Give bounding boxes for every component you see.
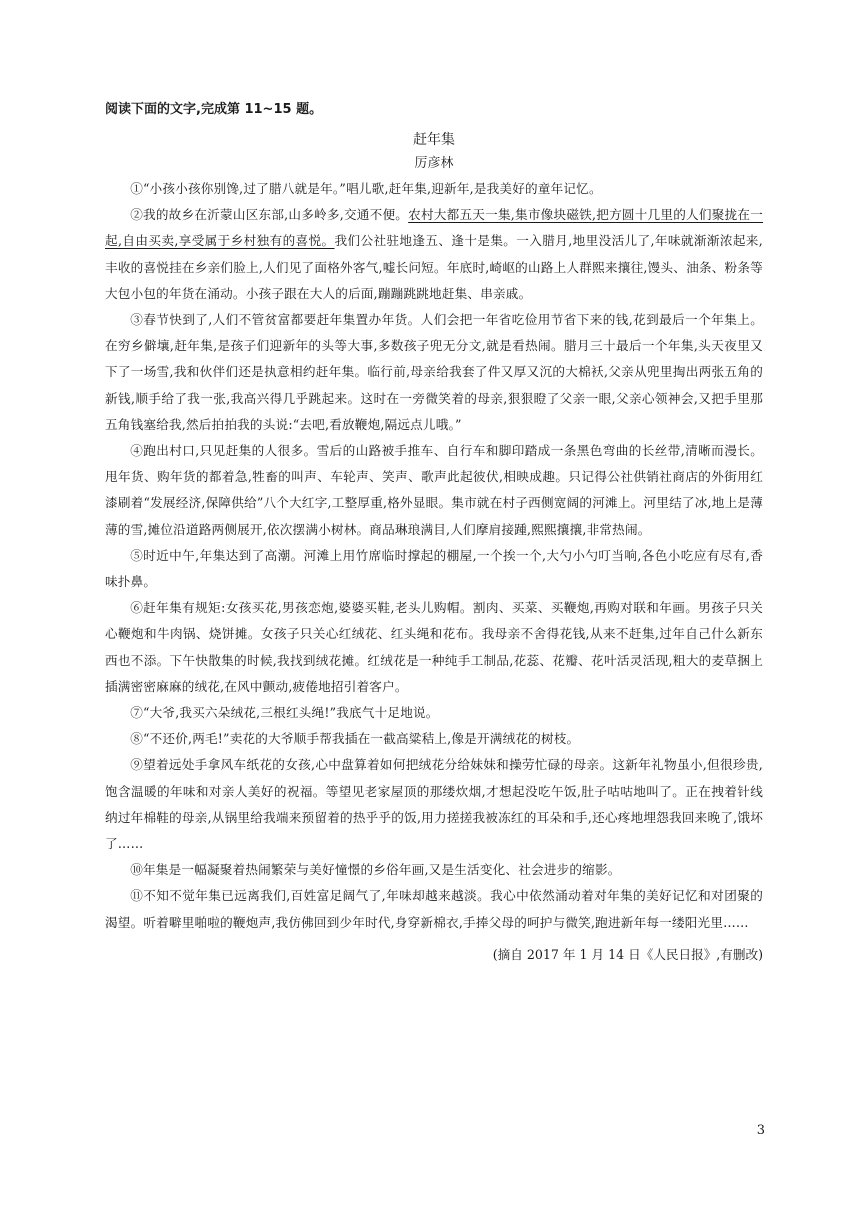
- paragraph-4: [105, 438, 763, 543]
- paragraph-11: [105, 883, 763, 935]
- article-title: 赶年集: [413, 132, 455, 148]
- paragraph-text: ⑪不知不觉年集已远离我们,百姓富足阔气了,年味却越来越淡。我心中依然涌动着对年集的美好记忆和对团聚的渴望。听着噼里啪啦的鞭炮声,我仿佛回到少年时代,身穿新棉衣,手捧父母的呵护与微笑,跑进新年每一缕阳光里……: [105, 888, 763, 930]
- paragraph-9: [105, 752, 763, 857]
- paragraph-text: ⑩年集是一幅凝聚着热闹繁荣与美好憧憬的乡俗年画,又是生活变化、社会进步的缩影。: [130, 862, 621, 878]
- source-citation: (摘自 2017 年 1 月 14 日《人民日报》,有删改): [492, 946, 763, 962]
- paragraph-3: [105, 307, 763, 438]
- paragraph-text: ②我的故乡在沂蒙山区东部,山多岭多,交通不便。: [130, 207, 409, 223]
- page-number: 3: [756, 1123, 765, 1138]
- paragraph-text: ④跑出村口,只见赶集的人很多。雪后的山路被手推车、自行车和脚印踏成一条黑色弯曲的长丝带,清晰而漫长。甩年货、购年货的都着急,牲畜的叫声、车轮声、笑声、歌声此起彼伏,相映成趣。只记得公社供销社商店的外街用红漆刷着“发展经济,保障供给”八个大红字,工整厚重,格外显眼。集市就在村子西侧宽阔的河滩上。河里结了冰,地上是薄薄的雪,摊位沿道路两侧展开,依次摆满小树林。商品琳琅满目,人们摩肩接踵,熙熙攘攘,非常热闹。: [105, 443, 763, 537]
- paragraph-text: 我们公社驻地逢五、逢十是集。一入腊月,地里没活儿了,年味就渐渐浓起来,丰收的喜悦挂在乡亲们脸上,人们见了面格外客气,嘘长问短。年底时,崎岖的山路上人群熙来攘往,馒头、油条、粉条等大包小包的年货在涌动。小孩子跟在大人的后面,蹦蹦跳跳地赶集、串亲戚。: [105, 233, 763, 301]
- paragraph-5: [105, 543, 763, 595]
- paragraph-1: [105, 176, 763, 202]
- paragraph-10: [105, 857, 763, 883]
- paragraph-8: [105, 726, 763, 752]
- question-instruction: 阅读下面的文字,完成第 11~15 题。: [105, 102, 323, 117]
- paragraph-text: ⑥赶年集有规矩:女孩买花,男孩恋炮,婆婆买鞋,老头儿购帽。割肉、买菜、买鞭炮,再购对联和年画。男孩子只关心鞭炮和牛肉锅、烧饼摊。女孩子只关心红绒花、红头绳和花布。我母亲不舍得花钱,从来不赶集,过年自己什么新东西也不添。下午快散集的时候,我找到绒花摊。红绒花是一种纯手工制品,花蕊、花瓣、花叶活灵活现,粗大的麦草捆上插满密密麻麻的绒花,在风中颤动,疲倦地招引着客户。: [105, 600, 763, 694]
- underlined-sentence: 农村大都五天一集,集市像块磁铁,把方圆十几里的人们聚拢在一起,自由买卖,享受属于乡村独有的喜悦。: [105, 207, 764, 249]
- document-page: [105, 100, 763, 968]
- paragraph-text: ⑤时近中午,年集达到了高潮。河滩上用竹席临时撑起的棚屋,一个挨一个,大勺小勺叮当响,各色小吃应有尽有,香味扑鼻。: [105, 547, 763, 590]
- paragraph-6: [105, 595, 763, 700]
- paragraph-7: [105, 700, 763, 726]
- article-author: 厉彦林: [414, 156, 454, 171]
- paragraph-text: ③春节快到了,人们不管贫富都要赶年集置办年货。人们会把一年省吃俭用节省下来的钱,花到最后一个年集上。在穷乡僻壤,赶年集,是孩子们迎新年的头等大事,多数孩子兜无分文,就是看热闹。腊月三十最后一个年集,头天夜里又下了一场雪,我和伙伴们还是执意相约赶年集。临行前,母亲给我套了件又厚又沉的大棉袄,父亲从兜里掏出两张五角的新钱,顺手给了我一张,我高兴得几乎跳起来。这时在一旁微笑着的母亲,狠狠瞪了父亲一眼,父亲心领神会,又把手里那五角钱塞给我,然后拍拍我的头说:“去吧,看放鞭炮,隔远点儿哦。”: [105, 312, 763, 432]
- paragraph-text: ⑨望着远处手拿风车纸花的女孩,心中盘算着如何把绒花分给妹妹和操劳忙碌的母亲。这新年礼物虽小,但很珍贵,饱含温暖的年味和对亲人美好的祝福。等望见老家屋顶的那缕炊烟,才想起没吃午饭,肚子咕咕地叫了。正在拽着针线纳过年棉鞋的母亲,从锅里给我端来预留着的热乎乎的饭,用力搓搓我被冻红的耳朵和手,还心疼地埋怨我回来晚了,饿坏了……: [105, 757, 763, 852]
- paragraph-text: ⑦“大爷,我买六朵绒花,三根红头绳!”我底气十足地说。: [130, 705, 439, 721]
- paragraph-2: [105, 202, 763, 307]
- paragraph-text: ①“小孩小孩你别馋,过了腊八就是年。”唱儿歌,赶年集,迎新年,是我美好的童年记忆。: [130, 181, 602, 196]
- paragraph-text: ⑧“不还价,两毛!”卖花的大爷顺手帮我插在一截高粱秸上,像是开满绒花的树枝。: [130, 731, 580, 747]
